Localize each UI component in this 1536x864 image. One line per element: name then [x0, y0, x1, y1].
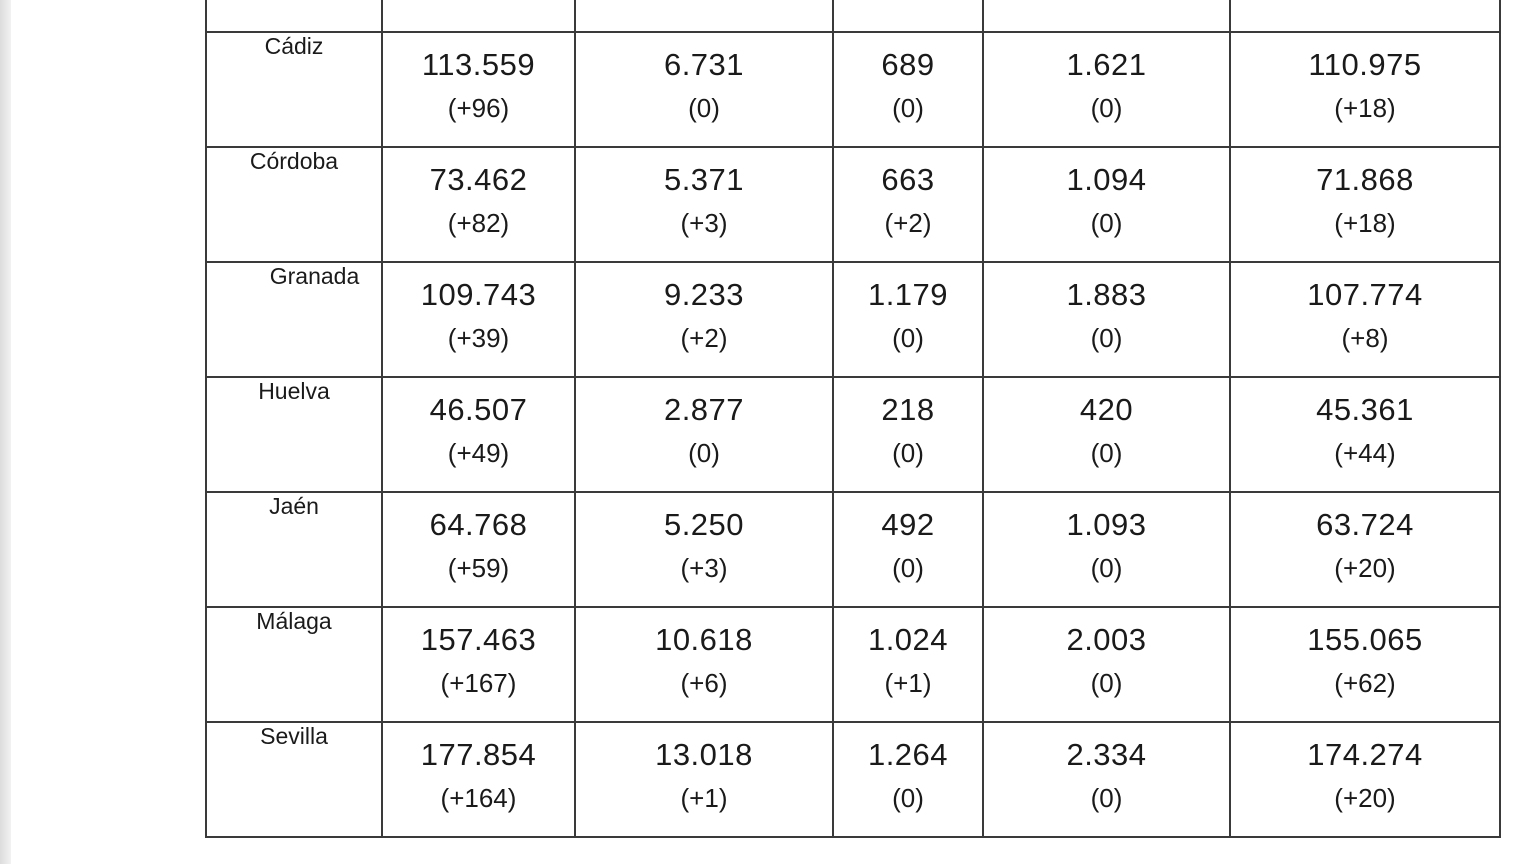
table-row [206, 722, 1500, 837]
cell-value: 109.743 [420, 277, 537, 312]
cell-delta: (0) [892, 323, 924, 353]
cell-delta: (+6) [680, 668, 728, 698]
cell-value: 5.371 [663, 162, 745, 197]
table-row [206, 0, 1500, 32]
cell-value: 63.724 [1316, 507, 1414, 542]
value-cell [833, 492, 983, 607]
value-cell [1230, 0, 1500, 32]
cell-delta: (+62) [1334, 668, 1396, 698]
cell-value: 1.621 [1066, 47, 1147, 82]
value-cell [983, 607, 1230, 722]
cell-delta: (+44) [1334, 438, 1396, 468]
cell-delta: (+3) [680, 553, 728, 583]
cell-value: 73.462 [429, 162, 528, 197]
cell-value: 492 [881, 507, 935, 542]
value-cell [833, 377, 983, 492]
cell-value: 9.233 [663, 277, 745, 312]
value-cell [382, 32, 575, 147]
cell-value: 10.618 [655, 622, 753, 657]
cell-delta: (0) [1090, 553, 1123, 583]
value-cell [575, 492, 833, 607]
value-cell [833, 0, 983, 32]
value-cell [575, 262, 833, 377]
value-cell [382, 262, 575, 377]
cell-value: 1.024 [867, 622, 949, 657]
value-cell [1230, 607, 1500, 722]
page-right-margin [1518, 0, 1536, 864]
cell-value: 1.094 [1066, 162, 1147, 197]
cell-delta: (+18) [1334, 208, 1396, 238]
cell-value: 5.250 [663, 507, 745, 542]
cell-delta: (+20) [1334, 553, 1396, 583]
value-cell [1230, 722, 1500, 837]
cell-delta: (+167) [440, 668, 517, 698]
table-row [206, 492, 1500, 607]
value-cell [575, 147, 833, 262]
value-cell [575, 607, 833, 722]
cell-delta: (0) [892, 93, 924, 123]
cell-delta: (+1) [680, 783, 728, 813]
value-cell [833, 607, 983, 722]
cell-value: 107.774 [1307, 277, 1423, 312]
value-cell [983, 722, 1230, 837]
value-cell [983, 492, 1230, 607]
province-name: Granada [269, 263, 360, 289]
cell-delta: (+18) [1334, 93, 1396, 123]
value-cell [382, 492, 575, 607]
value-cell [983, 0, 1230, 32]
value-cell [983, 377, 1230, 492]
value-cell [833, 147, 983, 262]
province-stats-table [205, 0, 1501, 838]
cell-delta: (0) [688, 93, 720, 123]
cell-delta: (0) [1090, 438, 1123, 468]
cell-value: 113.559 [421, 47, 536, 82]
province-name: Jaén [269, 493, 319, 519]
province-name: Córdoba [249, 148, 339, 174]
value-cell [575, 32, 833, 147]
province-cell [206, 147, 382, 262]
cell-delta: (+39) [447, 323, 510, 353]
cell-delta: (0) [1090, 93, 1123, 123]
cell-value: 1.883 [1066, 277, 1147, 312]
value-cell [1230, 377, 1500, 492]
table-body [206, 0, 1500, 837]
province-cell [206, 722, 382, 837]
table-row [206, 262, 1500, 377]
cell-delta: (+3) [680, 208, 728, 238]
cell-value: 2.877 [663, 392, 745, 427]
value-cell [1230, 32, 1500, 147]
value-cell [983, 32, 1230, 147]
cell-delta: (+20) [1334, 783, 1396, 813]
cell-delta: (+49) [447, 438, 510, 468]
cell-value: 218 [881, 392, 935, 427]
cell-value: 663 [881, 162, 935, 197]
cell-value: 2.334 [1066, 737, 1147, 772]
value-cell [983, 147, 1230, 262]
province-cell [206, 0, 382, 32]
table-row [206, 32, 1500, 147]
cell-delta: (0) [1090, 668, 1123, 698]
table-row [206, 607, 1500, 722]
cell-value: 71.868 [1316, 162, 1414, 197]
cell-value: 46.507 [429, 392, 528, 427]
value-cell [575, 0, 833, 32]
cell-value: 157.463 [420, 622, 537, 657]
cell-delta: (+164) [440, 783, 517, 813]
cell-value: 174.274 [1307, 737, 1423, 772]
cell-delta: (+1) [884, 668, 932, 698]
province-cell [206, 377, 382, 492]
cell-delta: (+8) [1341, 323, 1389, 353]
province-cell [206, 262, 382, 377]
table-row [206, 377, 1500, 492]
cell-delta: (+59) [447, 553, 510, 583]
cell-value: 64.768 [429, 507, 528, 542]
page-shadow [0, 0, 11, 864]
province-cell [206, 607, 382, 722]
province-name: Huelva [258, 378, 330, 404]
value-cell [382, 607, 575, 722]
province-name: Cádiz [264, 33, 324, 59]
cell-delta: (+2) [680, 323, 728, 353]
cell-delta: (0) [892, 783, 924, 813]
cell-delta: (0) [892, 438, 924, 468]
cell-delta: (+96) [447, 93, 510, 123]
value-cell [983, 262, 1230, 377]
province-name: Málaga [256, 608, 332, 634]
cell-value: 689 [881, 47, 935, 82]
value-cell [1230, 492, 1500, 607]
value-cell [833, 32, 983, 147]
cell-value: 1.179 [867, 277, 949, 312]
value-cell [833, 722, 983, 837]
cell-delta: (0) [1090, 783, 1123, 813]
value-cell [382, 147, 575, 262]
value-cell [575, 377, 833, 492]
cell-value: 2.003 [1066, 622, 1147, 657]
cell-value: 110.975 [1308, 47, 1422, 82]
cell-value: 6.731 [663, 47, 745, 82]
cell-delta: (0) [1090, 323, 1123, 353]
table-row [206, 147, 1500, 262]
cell-delta: (0) [1090, 208, 1123, 238]
cell-delta: (0) [892, 553, 924, 583]
province-cell [206, 32, 382, 147]
cell-value: 177.854 [420, 737, 537, 772]
value-cell [382, 377, 575, 492]
province-cell [206, 492, 382, 607]
cell-delta: (+2) [884, 208, 932, 238]
cell-delta: (+82) [447, 208, 510, 238]
cell-value: 13.018 [655, 737, 753, 772]
cell-value: 1.264 [867, 737, 949, 772]
value-cell [833, 262, 983, 377]
cell-value: 420 [1079, 392, 1134, 427]
cell-value: 45.361 [1316, 392, 1414, 427]
province-name: Sevilla [260, 723, 328, 749]
cell-value: 1.093 [1066, 507, 1147, 542]
value-cell [382, 0, 575, 32]
cell-delta: (0) [688, 438, 720, 468]
value-cell [575, 722, 833, 837]
value-cell [1230, 262, 1500, 377]
value-cell [382, 722, 575, 837]
value-cell [1230, 147, 1500, 262]
cell-value: 155.065 [1307, 622, 1423, 657]
